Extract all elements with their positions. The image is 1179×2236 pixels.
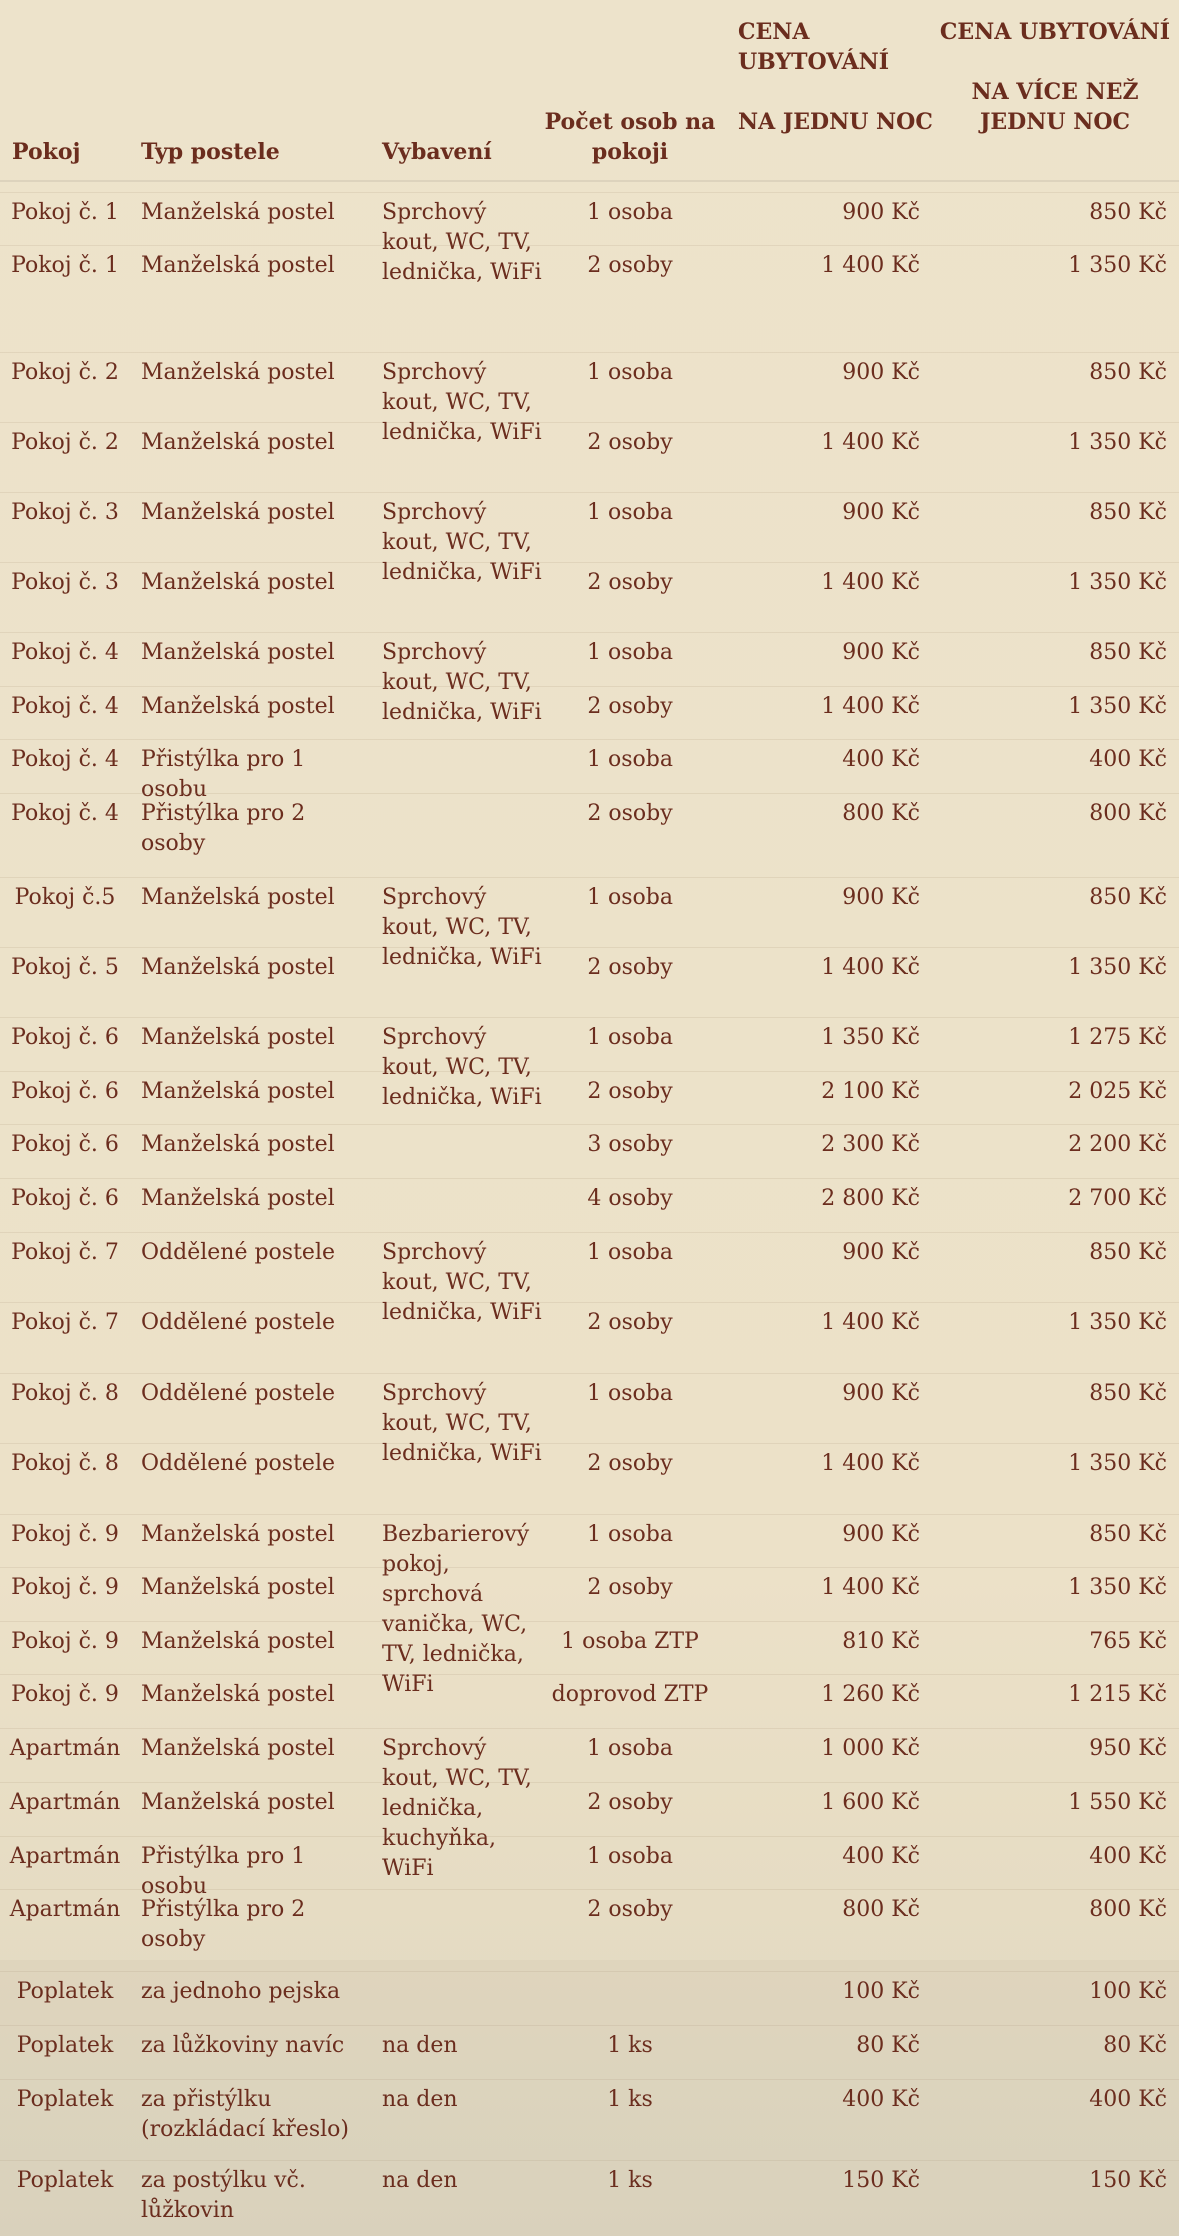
cell-pokoj: Poplatek <box>16 2087 114 2112</box>
cell-cena-jedna-noc: 900 Kč <box>842 360 920 385</box>
cell-typ-postele: Přistýlka pro 1 osobu <box>141 747 306 802</box>
table-row <box>0 793 1179 877</box>
cell-typ-postele: Manželská postel <box>141 1025 335 1050</box>
cell-typ-postele: Manželská postel <box>141 1629 335 1654</box>
cell-cena-jedna-noc: 900 Kč <box>842 200 920 225</box>
cell-typ-postele: Manželská postel <box>141 200 335 225</box>
header-vybaveni: Vybavení <box>382 139 492 165</box>
row-divider <box>0 1567 1179 1568</box>
cell-vybaveni: Sprchový kout, WC, TV, lednička, WiFi <box>382 500 542 585</box>
row-divider <box>0 632 1179 633</box>
cell-cena-vice-noci: 1 550 Kč <box>1068 1790 1167 1815</box>
header-cena-jedna-noc <box>738 17 938 137</box>
cell-cena-vice-noci: 150 Kč <box>1089 2168 1167 2193</box>
cell-pocet-osob: 2 osoby <box>587 955 673 980</box>
cell-typ-postele: Manželská postel <box>141 570 335 595</box>
cell-typ-postele: Oddělené postele <box>141 1451 335 1476</box>
cell-pokoj: Pokoj č. 7 <box>11 1310 119 1335</box>
cell-pokoj: Pokoj č. 3 <box>11 570 119 595</box>
cell-cena-jedna-noc: 100 Kč <box>842 1979 920 2004</box>
table-row <box>0 947 1179 1017</box>
cell-cena-vice-noci: 1 350 Kč <box>1068 694 1167 719</box>
table-row <box>0 1674 1179 1728</box>
header-typ-postele: Typ postele <box>141 139 280 165</box>
cell-cena-vice-noci: 850 Kč <box>1089 1381 1167 1406</box>
cell-pocet-osob: 1 ks <box>607 2087 653 2112</box>
cell-pokoj: Pokoj č. 9 <box>11 1629 119 1654</box>
cell-cena-jedna-noc: 1 600 Kč <box>821 1790 920 1815</box>
cell-cena-jedna-noc: 800 Kč <box>842 1897 920 1922</box>
cell-pokoj: Pokoj č. 3 <box>11 500 119 525</box>
cell-pocet-osob: 1 osoba <box>587 1736 673 1761</box>
table-row <box>0 1971 1179 2025</box>
cell-pocet-osob: 2 osoby <box>587 1079 673 1104</box>
cell-pokoj: Pokoj č. 7 <box>11 1240 119 1265</box>
cell-pokoj: Apartmán <box>9 1844 121 1869</box>
cell-pocet-osob: 1 osoba ZTP <box>561 1629 699 1654</box>
table-row <box>0 1232 1179 1302</box>
cell-pocet-osob: 2 osoby <box>587 430 673 455</box>
cell-pokoj: Pokoj č. 9 <box>11 1575 119 1600</box>
cell-pokoj: Pokoj č. 8 <box>11 1381 119 1406</box>
cell-typ-postele: za postýlku vč. lůžkovin <box>141 2168 306 2223</box>
cell-pokoj: Poplatek <box>16 1979 114 2004</box>
cell-cena-vice-noci: 1 350 Kč <box>1068 1575 1167 1600</box>
cell-cena-vice-noci: 950 Kč <box>1089 1736 1167 1761</box>
cell-pocet-osob: 1 ks <box>607 2168 653 2193</box>
table-row <box>0 1178 1179 1232</box>
cell-typ-postele: Manželská postel <box>141 430 335 455</box>
cell-pokoj: Pokoj č. 5 <box>11 955 119 980</box>
cell-cena-vice-noci: 1 350 Kč <box>1068 1310 1167 1335</box>
cell-typ-postele: za jednoho pejska <box>141 1979 341 2004</box>
cell-cena-jedna-noc: 150 Kč <box>842 2168 920 2193</box>
cell-pokoj: Pokoj č. 8 <box>11 1451 119 1476</box>
cell-pocet-osob: 1 ks <box>607 2033 653 2058</box>
cell-typ-postele: Manželská postel <box>141 1682 335 1707</box>
cell-cena-vice-noci: 2 200 Kč <box>1068 1132 1167 1157</box>
cell-typ-postele: Manželská postel <box>141 253 335 278</box>
row-divider <box>0 1302 1179 1303</box>
cell-pokoj: Pokoj č. 1 <box>11 253 119 278</box>
row-divider <box>0 1443 1179 1444</box>
cell-pokoj: Apartmán <box>9 1790 121 1815</box>
cell-cena-jedna-noc: 400 Kč <box>842 1844 920 1869</box>
cell-pokoj: Apartmán <box>9 1736 121 1761</box>
cell-vybaveni: na den <box>382 2087 458 2112</box>
cell-cena-jedna-noc: 1 260 Kč <box>821 1682 920 1707</box>
cell-typ-postele: Přistýlka pro 2 osoby <box>141 1897 306 1952</box>
row-divider <box>0 2160 1179 2161</box>
cell-pokoj: Pokoj č. 6 <box>11 1132 119 1157</box>
cell-cena-jedna-noc: 1 350 Kč <box>821 1025 920 1050</box>
cell-cena-jedna-noc: 1 400 Kč <box>821 253 920 278</box>
row-divider <box>0 245 1179 246</box>
cell-cena-jedna-noc: 80 Kč <box>856 2033 920 2058</box>
table-row <box>0 877 1179 947</box>
cell-typ-postele: Manželská postel <box>141 640 335 665</box>
table-row <box>0 2160 1179 2236</box>
cell-cena-jedna-noc: 1 400 Kč <box>821 1575 920 1600</box>
table-row <box>0 1373 1179 1443</box>
table-row <box>0 2025 1179 2079</box>
row-divider <box>0 1836 1179 1837</box>
cell-vybaveni: Sprchový kout, WC, TV, lednička, WiFi <box>382 1240 542 1325</box>
cell-pocet-osob: 2 osoby <box>587 253 673 278</box>
cell-cena-vice-noci: 1 350 Kč <box>1068 1451 1167 1476</box>
cell-cena-vice-noci: 400 Kč <box>1089 2087 1167 2112</box>
table-row <box>0 1567 1179 1621</box>
table-row <box>0 739 1179 802</box>
table-row <box>0 1621 1179 1674</box>
cell-vybaveni: Sprchový kout, WC, TV, lednička, WiFi <box>382 1025 542 1110</box>
cell-cena-jedna-noc: 1 400 Kč <box>821 430 920 455</box>
cell-pokoj: Pokoj č. 4 <box>11 747 119 772</box>
cell-cena-jedna-noc: 1 400 Kč <box>821 955 920 980</box>
table-row <box>0 632 1179 686</box>
cell-cena-vice-noci: 1 350 Kč <box>1068 253 1167 278</box>
row-divider <box>0 1178 1179 1179</box>
cell-cena-vice-noci: 1 275 Kč <box>1068 1025 1167 1050</box>
table-row <box>0 2079 1179 2160</box>
cell-pocet-osob: 2 osoby <box>587 1451 673 1476</box>
cell-pocet-osob: 1 osoba <box>587 640 673 665</box>
table-row <box>0 1017 1179 1071</box>
table-row <box>0 1782 1179 1836</box>
cell-typ-postele: Manželská postel <box>141 1575 335 1600</box>
row-divider <box>0 2025 1179 2026</box>
cell-pocet-osob: 1 osoba <box>587 360 673 385</box>
cell-typ-postele: Manželská postel <box>141 955 335 980</box>
row-divider <box>0 492 1179 493</box>
header-cena-vice-noci-line2: NA VÍCE NEŽ JEDNU NOC <box>971 79 1139 135</box>
row-divider <box>0 877 1179 878</box>
table-row <box>0 192 1179 245</box>
cell-cena-vice-noci: 100 Kč <box>1089 1979 1167 2004</box>
header-cena-jedna-noc-line1: CENA UBYTOVÁNÍ <box>738 19 890 75</box>
cell-pokoj: Pokoj č. 4 <box>11 694 119 719</box>
cell-cena-jedna-noc: 2 300 Kč <box>821 1132 920 1157</box>
cell-pocet-osob: 1 osoba <box>587 747 673 772</box>
table-row <box>0 1836 1179 1899</box>
cell-pocet-osob: 2 osoby <box>587 570 673 595</box>
table-row <box>0 352 1179 422</box>
cell-pokoj: Poplatek <box>16 2033 114 2058</box>
cell-pokoj: Pokoj č. 1 <box>11 200 119 225</box>
cell-cena-jedna-noc: 400 Kč <box>842 747 920 772</box>
row-divider <box>0 1621 1179 1622</box>
cell-pocet-osob: 1 osoba <box>587 500 673 525</box>
cell-pocet-osob: 1 osoba <box>587 1240 673 1265</box>
table-header <box>0 0 1179 182</box>
row-divider <box>0 352 1179 353</box>
cell-pokoj: Pokoj č. 9 <box>11 1682 119 1707</box>
cell-pocet-osob: 3 osoby <box>587 1132 673 1157</box>
cell-pokoj: Apartmán <box>9 1897 121 1922</box>
cell-typ-postele: Manželská postel <box>141 360 335 385</box>
cell-vybaveni: Bezbarierový pokoj, sprchová vanička, WC, TV, lednička, WiFi <box>382 1522 530 1697</box>
cell-cena-vice-noci: 850 Kč <box>1089 200 1167 225</box>
cell-pocet-osob: 2 osoby <box>587 1790 673 1815</box>
header-pocet-osob: Počet osob na pokoji <box>544 109 716 165</box>
cell-pocet-osob: 2 osoby <box>587 1575 673 1600</box>
cell-cena-vice-noci: 850 Kč <box>1089 1240 1167 1265</box>
cell-typ-postele: Manželská postel <box>141 1736 335 1761</box>
cell-cena-vice-noci: 800 Kč <box>1089 801 1167 826</box>
cell-cena-jedna-noc: 900 Kč <box>842 1240 920 1265</box>
cell-vybaveni: Sprchový kout, WC, TV, lednička, WiFi <box>382 200 542 285</box>
table-row <box>0 562 1179 632</box>
cell-cena-vice-noci: 2 025 Kč <box>1068 1079 1167 1104</box>
cell-cena-jedna-noc: 800 Kč <box>842 801 920 826</box>
cell-typ-postele: Přistýlka pro 1 osobu <box>141 1844 306 1899</box>
cell-pocet-osob: 1 osoba <box>587 1025 673 1050</box>
cell-cena-vice-noci: 850 Kč <box>1089 885 1167 910</box>
cell-cena-vice-noci: 800 Kč <box>1089 1897 1167 1922</box>
table-row <box>0 686 1179 739</box>
cell-pokoj: Pokoj č. 2 <box>11 360 119 385</box>
cell-cena-jedna-noc: 900 Kč <box>842 1522 920 1547</box>
row-divider <box>0 1071 1179 1072</box>
cell-pocet-osob: 2 osoby <box>587 694 673 719</box>
cell-typ-postele: Manželská postel <box>141 1132 335 1157</box>
cell-typ-postele: Oddělené postele <box>141 1310 335 1335</box>
cell-pocet-osob: 2 osoby <box>587 1310 673 1335</box>
table-row <box>0 1443 1179 1514</box>
row-divider <box>0 947 1179 948</box>
cell-cena-jedna-noc: 1 400 Kč <box>821 694 920 719</box>
cell-typ-postele: Oddělené postele <box>141 1240 335 1265</box>
cell-cena-vice-noci: 80 Kč <box>1103 2033 1167 2058</box>
table-row <box>0 245 1179 352</box>
cell-typ-postele: Manželská postel <box>141 694 335 719</box>
cell-typ-postele: Manželská postel <box>141 1522 335 1547</box>
cell-cena-vice-noci: 400 Kč <box>1089 1844 1167 1869</box>
cell-typ-postele: Přistýlka pro 2 osoby <box>141 801 306 856</box>
cell-cena-vice-noci: 1 215 Kč <box>1068 1682 1167 1707</box>
cell-cena-jedna-noc: 1 400 Kč <box>821 1451 920 1476</box>
cell-cena-vice-noci: 850 Kč <box>1089 360 1167 385</box>
header-cena-jedna-noc-line2: NA JEDNU NOC <box>738 109 933 135</box>
cell-pokoj: Pokoj č. 6 <box>11 1186 119 1211</box>
table-row <box>0 1302 1179 1373</box>
cell-typ-postele: za lůžkoviny navíc <box>141 2033 345 2058</box>
cell-cena-jedna-noc: 1 000 Kč <box>821 1736 920 1761</box>
table-row <box>0 1728 1179 1782</box>
cell-vybaveni: Sprchový kout, WC, TV, lednička, WiFi <box>382 640 542 725</box>
cell-vybaveni: na den <box>382 2033 458 2058</box>
header-cena-vice-noci-line1: CENA UBYTOVÁNÍ <box>939 19 1171 45</box>
cell-pokoj: Pokoj č. 2 <box>11 430 119 455</box>
row-divider <box>0 562 1179 563</box>
table-row <box>0 1124 1179 1178</box>
cell-cena-vice-noci: 400 Kč <box>1089 747 1167 772</box>
cell-pokoj: Pokoj č. 6 <box>11 1079 119 1104</box>
cell-cena-jedna-noc: 810 Kč <box>842 1629 920 1654</box>
row-divider <box>0 1971 1179 1972</box>
cell-typ-postele: Manželská postel <box>141 1186 335 1211</box>
cell-vybaveni: Sprchový kout, WC, TV, lednička, WiFi <box>382 885 542 970</box>
table-row <box>0 422 1179 492</box>
cell-cena-vice-noci: 850 Kč <box>1089 640 1167 665</box>
cell-cena-vice-noci: 850 Kč <box>1089 1522 1167 1547</box>
row-divider <box>0 1889 1179 1890</box>
cell-typ-postele: Oddělené postele <box>141 1381 335 1406</box>
cell-pocet-osob: 1 osoba <box>587 200 673 225</box>
cell-pocet-osob: 1 osoba <box>587 1381 673 1406</box>
cell-typ-postele: Manželská postel <box>141 1079 335 1104</box>
cell-cena-jedna-noc: 2 800 Kč <box>821 1186 920 1211</box>
row-divider <box>0 422 1179 423</box>
cell-typ-postele: Manželská postel <box>141 500 335 525</box>
cell-cena-vice-noci: 1 350 Kč <box>1068 955 1167 980</box>
row-divider <box>0 1373 1179 1374</box>
cell-vybaveni: Sprchový kout, WC, TV, lednička, WiFi <box>382 360 542 445</box>
cell-pocet-osob: doprovod ZTP <box>551 1682 709 1707</box>
cell-pokoj: Pokoj č.5 <box>14 885 116 910</box>
cell-typ-postele: Manželská postel <box>141 885 335 910</box>
row-divider <box>0 1674 1179 1675</box>
table-row <box>0 1889 1179 1971</box>
cell-pocet-osob: 1 osoba <box>587 1522 673 1547</box>
cell-pocet-osob: 1 osoba <box>587 1844 673 1869</box>
cell-typ-postele: za přistýlku (rozkládací křeslo) <box>141 2087 349 2142</box>
cell-pocet-osob: 2 osoby <box>587 1897 673 1922</box>
table-row <box>0 1071 1179 1124</box>
table-row <box>0 1514 1179 1567</box>
cell-cena-jedna-noc: 900 Kč <box>842 640 920 665</box>
cell-vybaveni: Sprchový kout, WC, TV, lednička, kuchyňka, WiFi <box>382 1736 532 1881</box>
header-cena-vice-noci <box>938 17 1172 137</box>
cell-vybaveni: na den <box>382 2168 458 2193</box>
row-divider <box>0 686 1179 687</box>
row-divider <box>0 1124 1179 1125</box>
header-pokoj: Pokoj <box>12 139 81 165</box>
table-row <box>0 492 1179 562</box>
cell-cena-vice-noci: 2 700 Kč <box>1068 1186 1167 1211</box>
row-divider <box>0 192 1179 193</box>
row-divider <box>0 1514 1179 1515</box>
cell-cena-vice-noci: 1 350 Kč <box>1068 430 1167 455</box>
cell-cena-vice-noci: 765 Kč <box>1089 1629 1167 1654</box>
cell-cena-jedna-noc: 900 Kč <box>842 500 920 525</box>
cell-pokoj: Pokoj č. 9 <box>11 1522 119 1547</box>
cell-pokoj: Pokoj č. 4 <box>11 640 119 665</box>
cell-pocet-osob: 4 osoby <box>587 1186 673 1211</box>
cell-cena-jedna-noc: 400 Kč <box>842 2087 920 2112</box>
cell-vybaveni: Sprchový kout, WC, TV, lednička, WiFi <box>382 1381 542 1466</box>
row-divider <box>0 739 1179 740</box>
row-divider <box>0 1782 1179 1783</box>
row-divider <box>0 1017 1179 1018</box>
cell-cena-jedna-noc: 900 Kč <box>842 885 920 910</box>
cell-cena-vice-noci: 1 350 Kč <box>1068 570 1167 595</box>
row-divider <box>0 1232 1179 1233</box>
cell-cena-jedna-noc: 900 Kč <box>842 1381 920 1406</box>
row-divider <box>0 1728 1179 1729</box>
row-divider <box>0 793 1179 794</box>
cell-cena-vice-noci: 850 Kč <box>1089 500 1167 525</box>
cell-pocet-osob: 2 osoby <box>587 801 673 826</box>
cell-cena-jedna-noc: 2 100 Kč <box>821 1079 920 1104</box>
cell-pocet-osob: 1 osoba <box>587 885 673 910</box>
cell-typ-postele: Manželská postel <box>141 1790 335 1815</box>
cell-cena-jedna-noc: 1 400 Kč <box>821 1310 920 1335</box>
cell-cena-jedna-noc: 1 400 Kč <box>821 570 920 595</box>
cell-pokoj: Pokoj č. 6 <box>11 1025 119 1050</box>
cell-pokoj: Poplatek <box>16 2168 114 2193</box>
cell-pokoj: Pokoj č. 4 <box>11 801 119 826</box>
row-divider <box>0 2079 1179 2080</box>
